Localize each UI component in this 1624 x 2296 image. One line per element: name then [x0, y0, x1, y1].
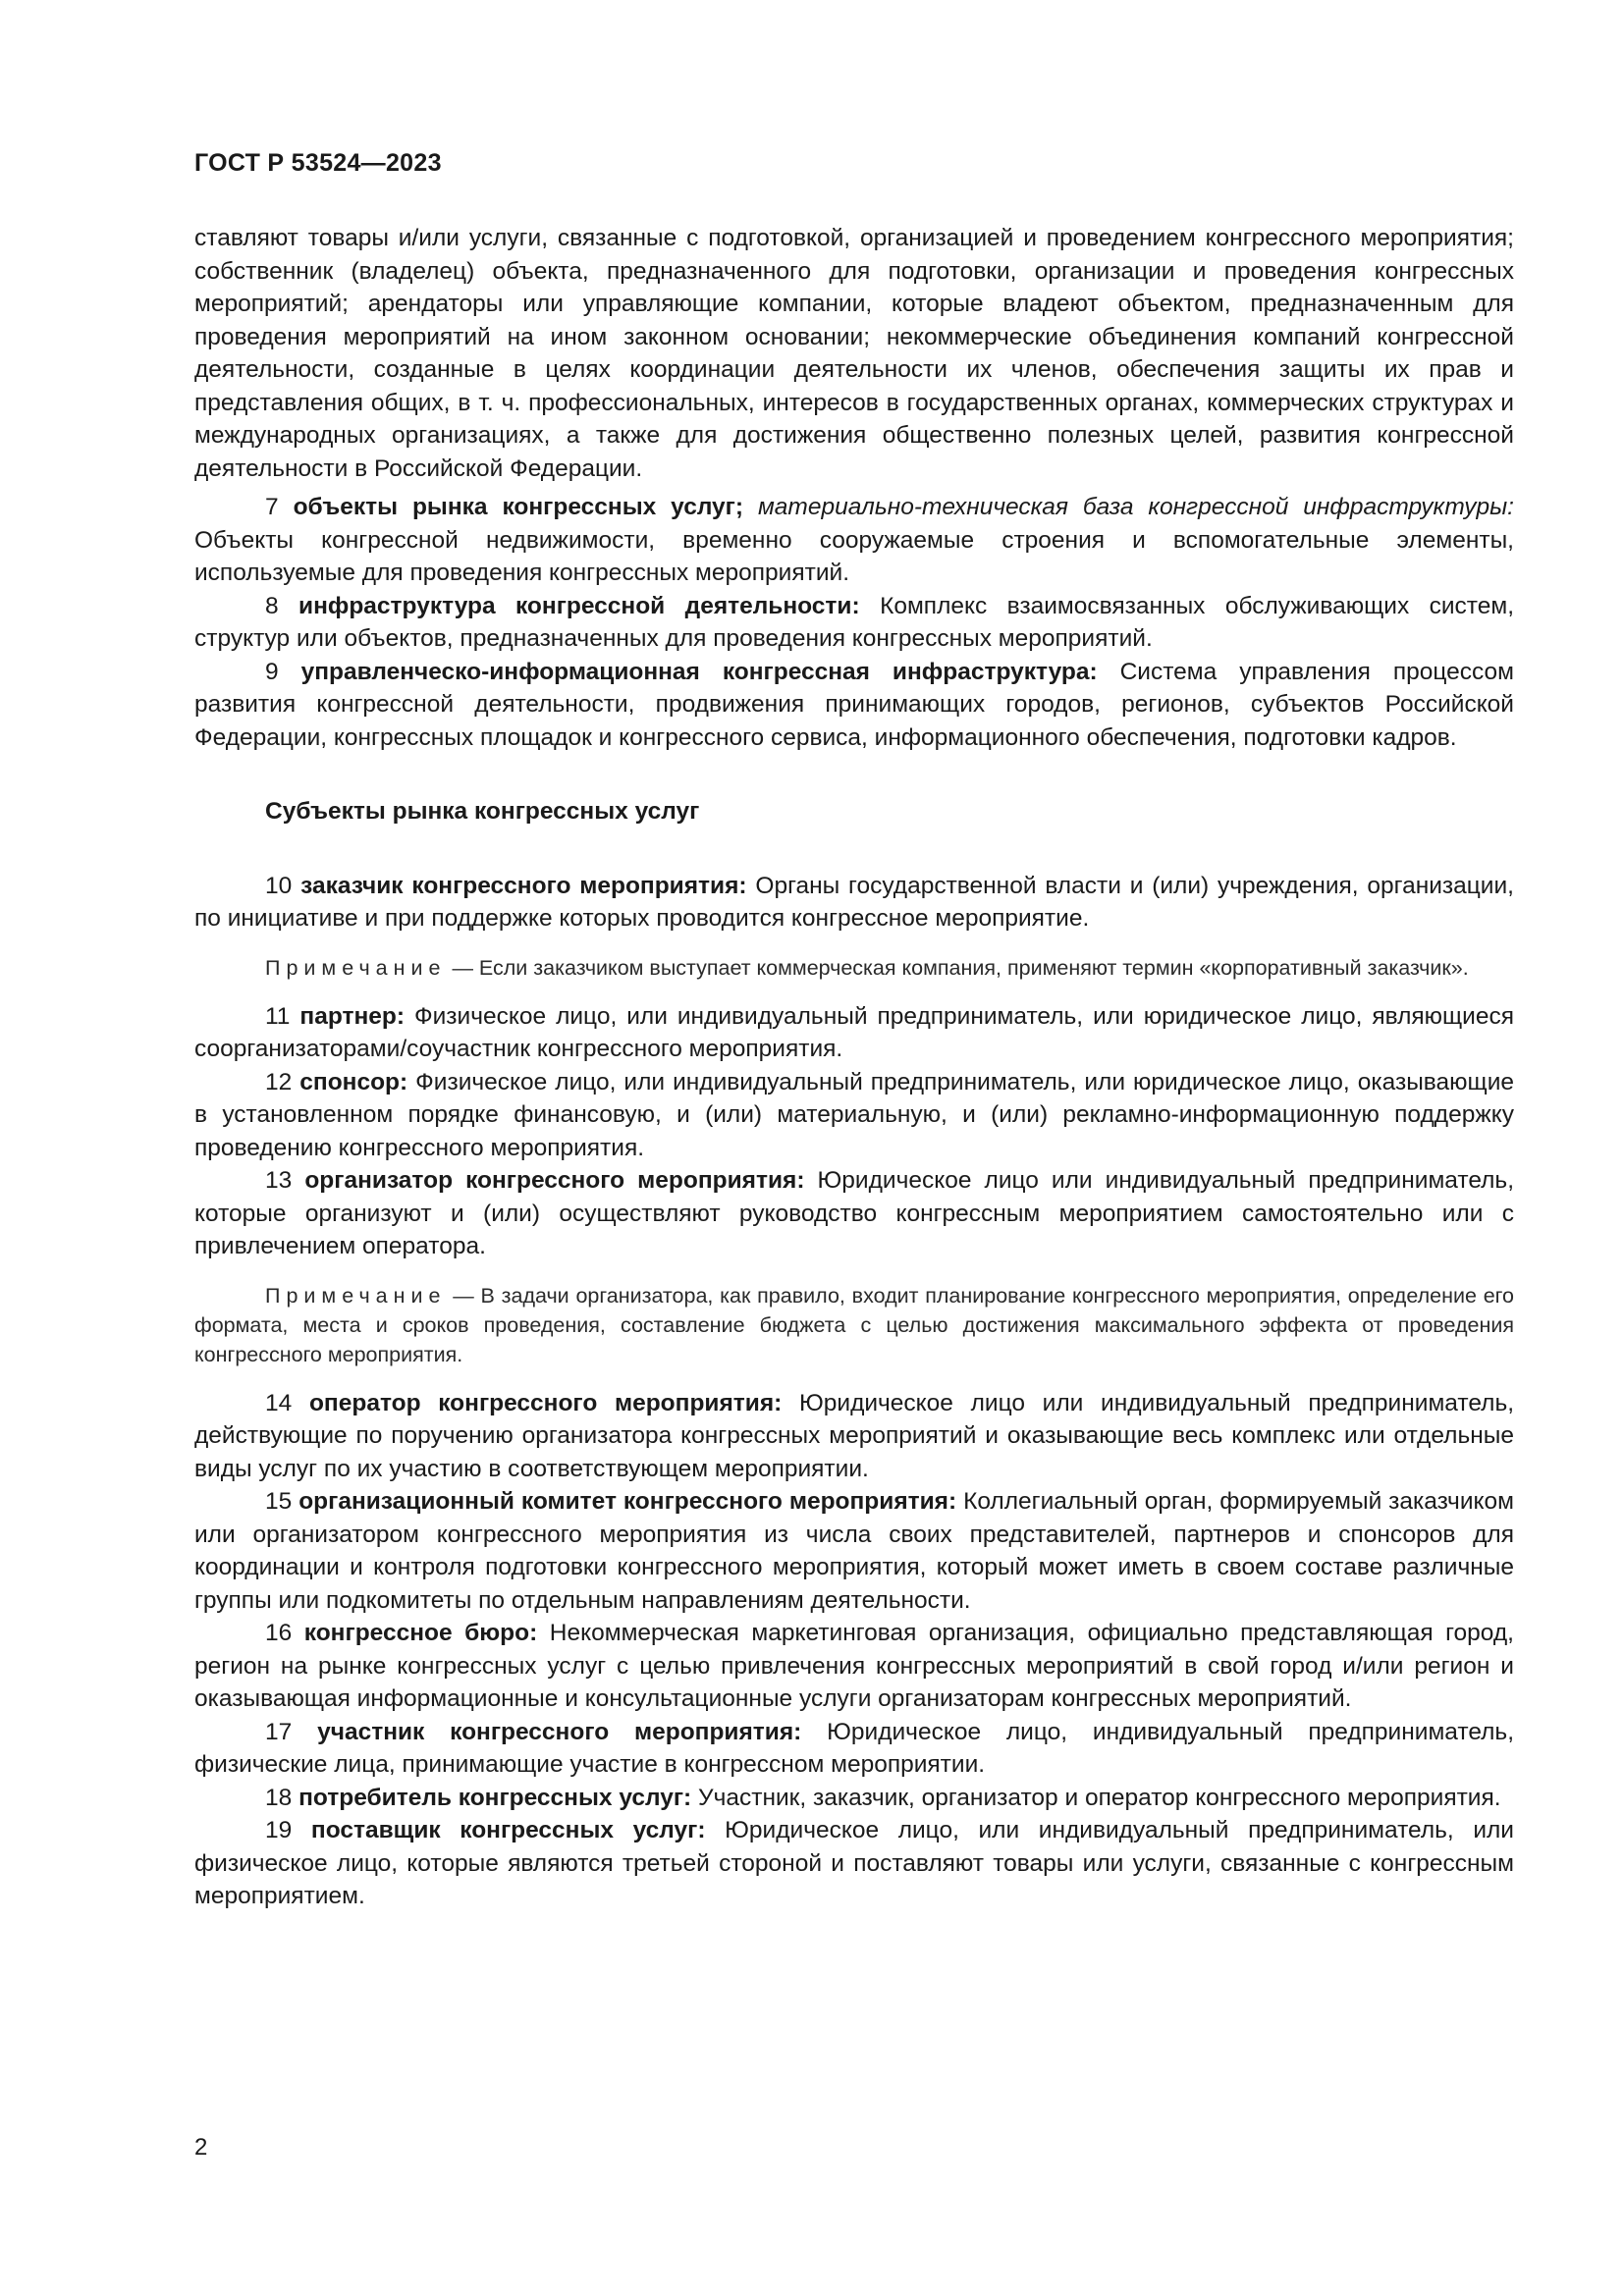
- continued-paragraph: ставляют товары и/или услуги, связанные с подготовкой, организацией и проведением конгрессного мероприятия; собственник (владелец) объекта, предназначенного для подготовки, организации и проведения конгрессных мероприятий; арендаторы или управляющие компании, которые владеют объектом, предназначенным для проведения мероприятий на ином законном основании; некоммерческие объединения компаний конгрессной деятельности, созданные в целях координации деятельности их членов, обеспечения защиты их прав и представления общих, в т. ч. профессиональных, интересов в государственных органах, коммерческих структурах и международных организациях, а также для достижения общественно полезных целей, развития конгрессной деятельности в Российской Федерации.: [194, 225, 1514, 482]
- term-definition: Физическое лицо, или индивидуальный предприниматель, или юридическое лицо, оказывающие в установленном порядке финансовую, и (или) материальную, и (или) рекламно-информационную поддержку проведению конгрессного мероприятия.: [194, 1068, 1515, 1161]
- term-name: объекты рынка конгрессных услуг;: [293, 494, 744, 520]
- term-number: 17: [265, 1718, 293, 1745]
- term-definition: Коллегиальный орган, формируемый заказчиком или организатором конгрессного мероприятия из числа своих представителей, партнеров и спонсоров для координации и контроля подготовки конгрессного мероприятия, который может иметь в своем составе различные группы или подкомитеты по отдельным направлениям деятельности.: [194, 1488, 1514, 1614]
- term-number: 15: [265, 1488, 293, 1515]
- term-name: оператор конгрессного мероприятия:: [308, 1389, 783, 1416]
- term-number: 19: [265, 1817, 293, 1843]
- term-entry-12: [194, 1066, 1514, 1165]
- term-name: спонсор:: [299, 1068, 408, 1095]
- term-definition: Некоммерческая маркетинговая организация, официально представляющая город, регион на рынке конгрессных услуг с целью привлечения конгрессных мероприятий в свой город и/или регион и оказывающая информационные и консультационные услуги организаторам конгрессных мероприятий.: [194, 1620, 1514, 1712]
- term-definition: Юридическое лицо или индивидуальный предприниматель, которые организуют и (или) осуществляют руководство конгрессным мероприятием самостоятельно или с привлечением оператора.: [194, 1167, 1515, 1259]
- note-text: — В задачи организатора, как правило, входит планирование конгрессного мероприятия, определение его формата, места и сроков проведения, составление бюджета с целью достижения максимального эффекта от проведения конгрессного мероприятия.: [194, 1283, 1514, 1366]
- term-name: партнер:: [299, 1002, 406, 1030]
- term-number: 18: [265, 1784, 293, 1811]
- term-number: 12: [265, 1068, 293, 1095]
- term-entry-15: [194, 1485, 1514, 1617]
- term-name: управленческо-информационная конгрессная инфраструктура:: [300, 658, 1098, 685]
- document-header: ГОСТ Р 53524—2023: [194, 149, 442, 177]
- term-number: 8: [265, 592, 279, 619]
- term-definition: Комплекс взаимосвязанных обслуживающих систем, структур или объектов, предназначенных для проведения конгрессных мероприятий.: [194, 592, 1514, 652]
- term-name: поставщик конгрессных услуг:: [310, 1817, 706, 1843]
- term-entry-14: [194, 1387, 1514, 1486]
- term-entry-16: [194, 1617, 1514, 1716]
- term-number: 13: [265, 1167, 293, 1194]
- term-definition: Юридическое лицо, индивидуальный предприниматель, физические лица, принимающие участие в конгрессном мероприятии.: [194, 1718, 1515, 1778]
- term-entry-19: [194, 1814, 1514, 1913]
- term-name: потребитель конгрессных услуг:: [298, 1784, 692, 1811]
- term-entry-11: [194, 1000, 1514, 1066]
- term-number: 9: [265, 658, 279, 685]
- term-entry-10: [194, 870, 1514, 935]
- term-definition: Органы государственной власти и (или) учреждения, организации, по инициативе и при поддержке которых проводится конгрессное мероприятие.: [194, 872, 1514, 932]
- term-definition: Физическое лицо, или индивидуальный предприниматель, или юридическое лицо, являющиеся соорганизаторами/соучастник конгрессного мероприятия.: [194, 1002, 1514, 1062]
- term-name: организатор конгрессного мероприятия:: [304, 1167, 805, 1194]
- term-entry-8: [194, 590, 1514, 656]
- term-entry-7: [194, 491, 1514, 590]
- term-synonym: материально-техническая база конгрессной инфраструктуры:: [758, 494, 1514, 520]
- term-name: участник конгрессного мероприятия:: [317, 1718, 802, 1745]
- document-body: [194, 222, 1514, 1913]
- term-definition: Объекты конгрессной недвижимости, временно сооружаемые строения и вспомогательные элементы, используемые для проведения конгрессных мероприятий.: [194, 526, 1514, 586]
- term-entry-17: [194, 1716, 1514, 1782]
- note-2: [194, 1281, 1514, 1369]
- term-definition: Юридическое лицо, или индивидуальный предприниматель, или физическое лицо, которые являются третьей стороной и поставляют товары или услуги, связанные с конгрессным мероприятием.: [194, 1817, 1514, 1909]
- note-label: Примечание: [265, 955, 447, 980]
- term-definition: Система управления процессом развития конгрессной деятельности, продвижения принимающих городов, регионов, субъектов Российской Федерации, конгрессных площадок и конгрессного сервиса, информационного обеспечения, подготовки кадров.: [194, 658, 1514, 751]
- term-name: заказчик конгрессного мероприятия:: [300, 872, 747, 899]
- note-text: — Если заказчиком выступает коммерческая компания, применяют термин «корпоративный заказчик».: [452, 955, 1469, 980]
- note-1: [194, 953, 1514, 983]
- term-name: инфраструктура конгрессной деятельности:: [298, 592, 860, 619]
- note-label: Примечание: [265, 1283, 447, 1308]
- term-name: организационный комитет конгрессного мероприятия:: [298, 1488, 957, 1515]
- term-number: 10: [265, 872, 293, 899]
- term-number: 14: [265, 1389, 293, 1416]
- term-definition: Юридическое лицо или индивидуальный предприниматель, действующие по поручению организатора конгрессных мероприятий и оказывающие весь комплекс или отдельные виды услуг по их участию в соответствующем мероприятии.: [194, 1389, 1515, 1482]
- term-entry-13: [194, 1164, 1514, 1263]
- term-number: 11: [265, 1002, 291, 1030]
- term-entry-18: [194, 1782, 1514, 1815]
- section-heading: Субъекты рынка конгрессных услуг: [265, 798, 700, 825]
- term-definition: Участник, заказчик, организатор и оператор конгрессного мероприятия.: [698, 1784, 1501, 1811]
- term-entry-9: [194, 656, 1514, 755]
- page-number: 2: [194, 2134, 208, 2161]
- term-number: 7: [265, 494, 279, 520]
- term-name: конгрессное бюро:: [303, 1620, 538, 1646]
- term-number: 16: [265, 1620, 293, 1646]
